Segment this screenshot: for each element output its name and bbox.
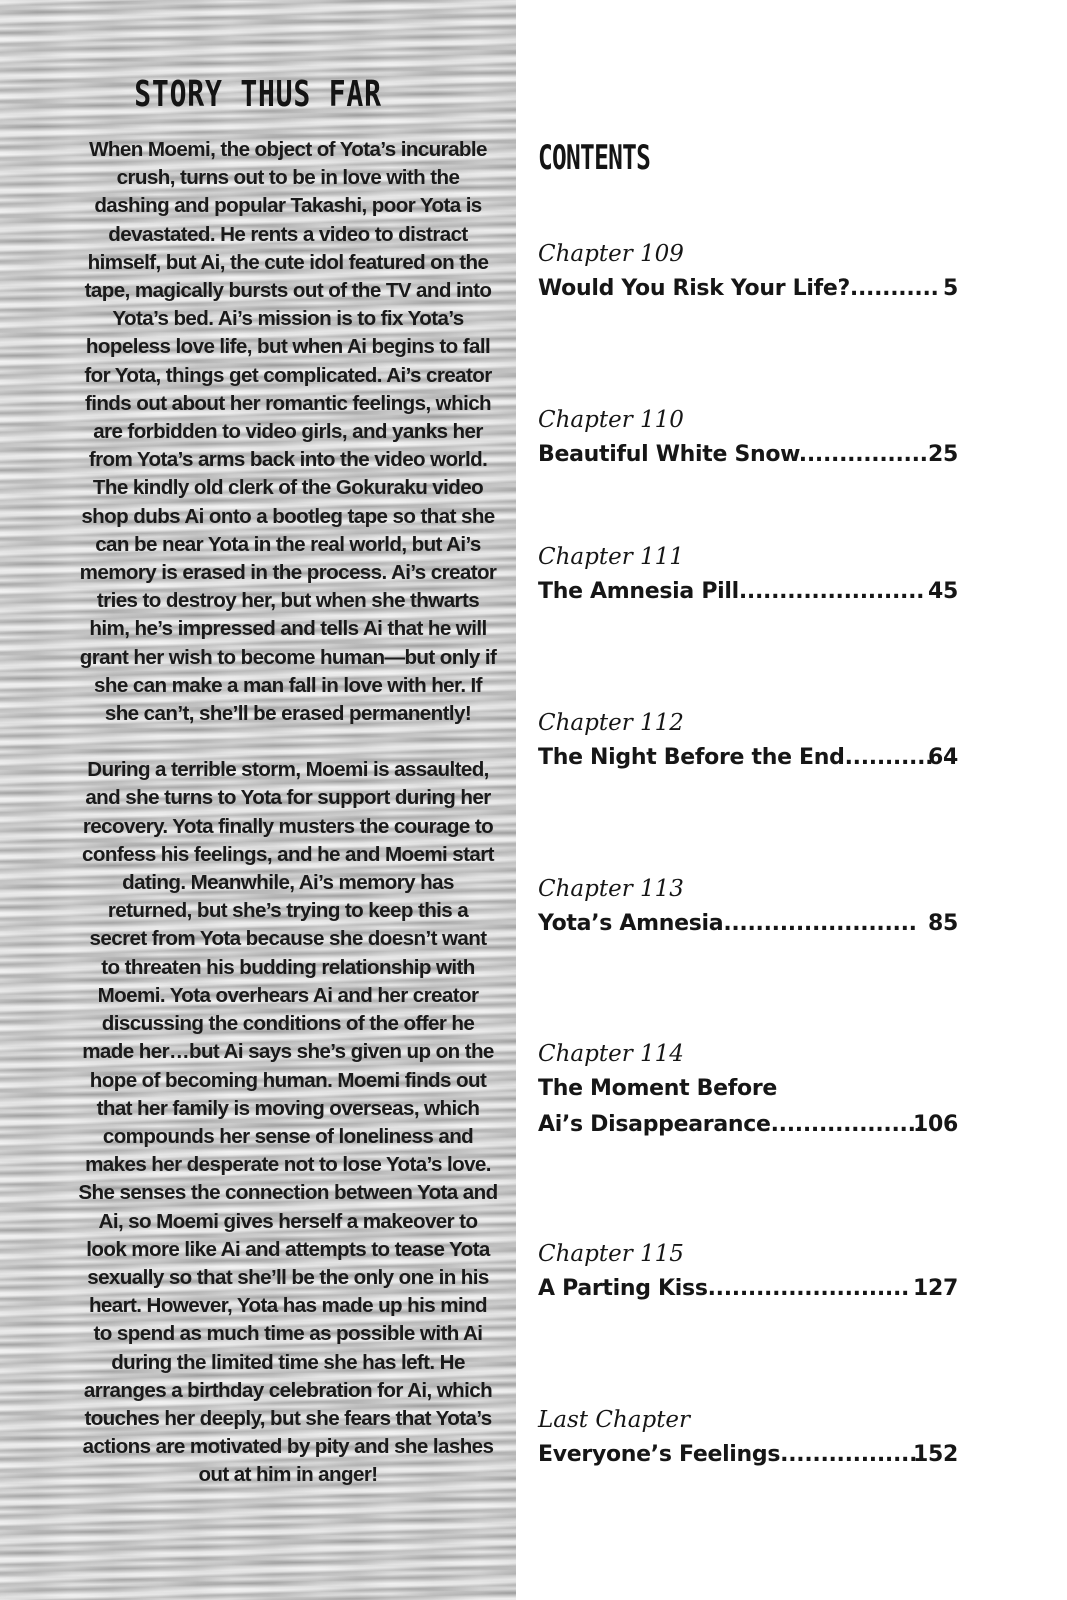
story-paragraph-1: When Moemi, the object of Yota’s incurable crush, turns out to be in love with the dashing and popular Takashi, poor Yota is devastated. He rents a video to distract himself, but Ai, the cute idol featured on the tape, magically bursts out of the TV and into Yota’s bed. Ai’s mission is to fix Yota’s hopeless love life, but when Ai begins to fall for Yota, things get complicated. Ai’s creator finds out about her romantic feelings, which are forbidden to video girls, and yanks her from Yota’s arms back into the video world. The kindly old clerk of the Gokuraku video shop dubs Ai onto a bootleg tape so that she can be near Yota in the real world, but Ai’s memory is erased in the process. Ai’s creator tries to destroy her, but when she thwarts him, he’s impressed and tells Ai that he will grant her wish to become human—but only if she can make a man fall in love with her. If she can’t, she’ll be erased permanently!: [79, 138, 497, 726]
story-text: [78, 136, 498, 1518]
toc-entry-chapter-109: [538, 237, 958, 307]
chapter-title: Everyone’s Feelings.................. 152: [538, 1437, 958, 1473]
chapter-label: Last Chapter: [538, 1407, 691, 1433]
toc-entry-chapter-114: [538, 1037, 958, 1143]
page-number: 85: [927, 911, 958, 936]
chapter-title: A Parting Kiss......................... 127: [538, 1271, 958, 1307]
chapter-label: Chapter 114: [538, 1041, 684, 1067]
page-number: 152: [912, 1442, 958, 1467]
story-paragraph-2: During a terrible storm, Moemi is assaulted, and she turns to Yota for support during her recovery. Yota finally musters the courage to confess his feelings, and he and Moemi start dating. Meanwhile, Ai’s memory has returned, but she’s trying to keep this a secret from Yota because she doesn’t want to threaten his budding relationship with Moemi. Yota overhears Ai and her creator discussing the conditions of the offer he made her…but Ai says she’s given up on the hope of becoming human. Moemi finds out that her family is moving overseas, which compounds her sense of loneliness and makes her desperate not to lose Yota’s love. She senses the connection between Yota and Ai, so Moemi gives herself a makeover to look more like Ai and attempts to tease Yota sexually so that she’ll be the only one in his heart. However, Yota has made up his mind to spend as much time as possible with Ai during the limited time she has left. He arranges a birthday celebration for Ai, which touches her deeply, but she fears that Yota’s actions are motivated by pity and she lashes out at him in anger!: [78, 758, 498, 1487]
story-panel: [0, 0, 516, 1600]
chapter-title: The Amnesia Pill....................... 45: [538, 574, 958, 610]
chapter-title: Yota’s Amnesia........................ 85: [538, 906, 958, 942]
toc-entry-chapter-112: [538, 706, 958, 776]
toc-entry-chapter-110: [538, 403, 958, 473]
chapter-label: Chapter 115: [538, 1241, 684, 1267]
toc-entry-last-chapter: [538, 1403, 958, 1473]
chapter-label: Chapter 112: [538, 710, 684, 736]
toc-entry-chapter-113: [538, 872, 958, 942]
page-number: 106: [912, 1112, 958, 1137]
page-number: 64: [927, 745, 958, 770]
chapter-title: The Moment Before: [538, 1076, 777, 1101]
page-number: 45: [927, 579, 958, 604]
chapter-title: Would You Risk Your Life?........... 5: [538, 271, 958, 307]
chapter-title-continued: Ai’s Disappearance................... 106: [538, 1107, 958, 1143]
chapter-label: Chapter 109: [538, 241, 684, 267]
chapter-label: Chapter 111: [538, 544, 684, 570]
chapter-title: The Night Before the End........... 64: [538, 740, 958, 776]
chapter-title: Beautiful White Snow................ 25: [538, 437, 958, 473]
chapter-label: Chapter 110: [538, 407, 684, 433]
page-number: 127: [912, 1276, 958, 1301]
contents-title: CONTENTS: [538, 138, 651, 178]
page-number: 5: [942, 276, 958, 301]
story-title: STORY THUS FAR: [134, 74, 382, 115]
page-number: 25: [927, 442, 958, 467]
chapter-label: Chapter 113: [538, 876, 684, 902]
toc-entry-chapter-115: [538, 1237, 958, 1307]
toc-entry-chapter-111: [538, 540, 958, 610]
